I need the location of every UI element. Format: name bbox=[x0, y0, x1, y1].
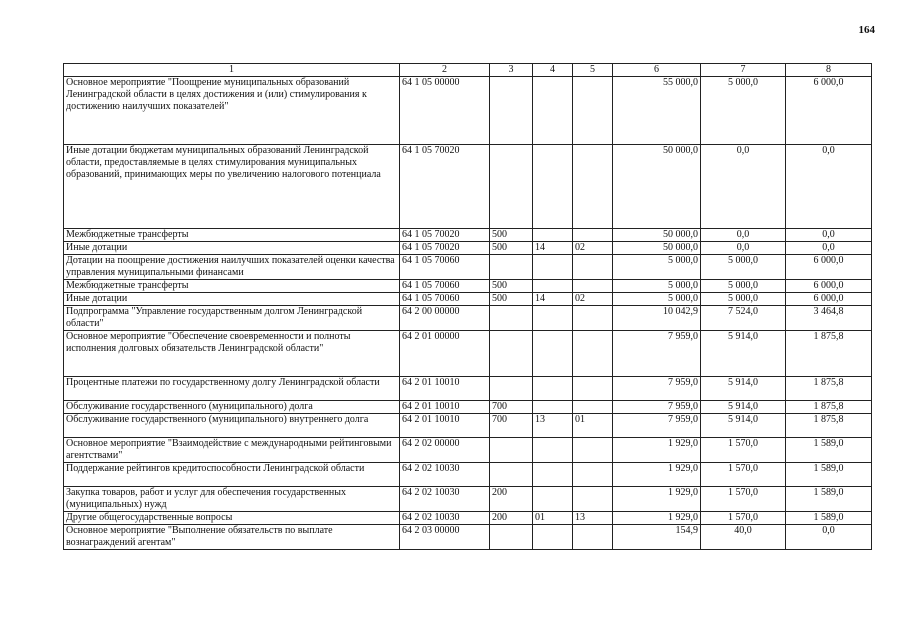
expense-type-cell: 700 bbox=[490, 414, 533, 438]
amount-year1-cell: 5 000,0 bbox=[613, 293, 701, 306]
section-cell bbox=[533, 401, 573, 414]
table-row bbox=[64, 306, 872, 331]
amount-year1-cell: 5 000,0 bbox=[613, 280, 701, 293]
amount-year3-cell: 1 875,8 bbox=[786, 414, 872, 438]
section-cell bbox=[533, 306, 573, 331]
amount-year2-cell: 7 524,0 bbox=[701, 306, 786, 331]
amount-year3-cell: 1 875,8 bbox=[786, 331, 872, 377]
column-header: 3 bbox=[490, 64, 533, 77]
amount-year1-cell: 50 000,0 bbox=[613, 229, 701, 242]
row-name-cell: Процентные платежи по государственному долгу Ленинградской области bbox=[64, 377, 400, 401]
expense-type-cell: 500 bbox=[490, 242, 533, 255]
amount-year1-cell: 10 042,9 bbox=[613, 306, 701, 331]
expense-type-cell bbox=[490, 77, 533, 145]
target-code-cell: 64 2 02 00000 bbox=[400, 438, 490, 463]
subsection-cell: 02 bbox=[573, 242, 613, 255]
target-code-cell: 64 2 01 00000 bbox=[400, 331, 490, 377]
table-row bbox=[64, 377, 872, 401]
amount-year3-cell: 6 000,0 bbox=[786, 280, 872, 293]
amount-year1-cell: 7 959,0 bbox=[613, 414, 701, 438]
column-header: 1 bbox=[64, 64, 400, 77]
row-name-cell: Основное мероприятие "Выполнение обязательств по выплате вознаграждений агентам" bbox=[64, 525, 400, 550]
target-code-cell: 64 1 05 00000 bbox=[400, 77, 490, 145]
column-header: 2 bbox=[400, 64, 490, 77]
amount-year2-cell: 1 570,0 bbox=[701, 438, 786, 463]
amount-year2-cell: 1 570,0 bbox=[701, 463, 786, 487]
amount-year2-cell: 5 000,0 bbox=[701, 77, 786, 145]
target-code-cell: 64 1 05 70020 bbox=[400, 145, 490, 229]
subsection-cell bbox=[573, 280, 613, 293]
amount-year3-cell: 0,0 bbox=[786, 242, 872, 255]
subsection-cell bbox=[573, 401, 613, 414]
target-code-cell: 64 1 05 70020 bbox=[400, 229, 490, 242]
table-row bbox=[64, 145, 872, 229]
section-cell: 13 bbox=[533, 414, 573, 438]
table-row bbox=[64, 525, 872, 550]
expense-type-cell: 500 bbox=[490, 293, 533, 306]
row-name-cell: Обслуживание государственного (муниципального) внутреннего долга bbox=[64, 414, 400, 438]
subsection-cell: 13 bbox=[573, 512, 613, 525]
amount-year1-cell: 1 929,0 bbox=[613, 463, 701, 487]
target-code-cell: 64 2 02 10030 bbox=[400, 487, 490, 512]
expense-type-cell: 700 bbox=[490, 401, 533, 414]
subsection-cell bbox=[573, 229, 613, 242]
amount-year1-cell: 50 000,0 bbox=[613, 145, 701, 229]
subsection-cell bbox=[573, 306, 613, 331]
amount-year2-cell: 5 914,0 bbox=[701, 377, 786, 401]
expense-type-cell bbox=[490, 463, 533, 487]
amount-year2-cell: 1 570,0 bbox=[701, 487, 786, 512]
expense-type-cell bbox=[490, 331, 533, 377]
subsection-cell bbox=[573, 525, 613, 550]
expense-type-cell: 500 bbox=[490, 280, 533, 293]
amount-year2-cell: 5 914,0 bbox=[701, 331, 786, 377]
amount-year1-cell: 7 959,0 bbox=[613, 377, 701, 401]
row-name-cell: Обслуживание государственного (муниципального) долга bbox=[64, 401, 400, 414]
section-cell bbox=[533, 463, 573, 487]
row-name-cell: Основное мероприятие "Обеспечение своевременности и полноты исполнения долговых обязательств Ленинградской области" bbox=[64, 331, 400, 377]
amount-year2-cell: 40,0 bbox=[701, 525, 786, 550]
row-name-cell: Межбюджетные трансферты bbox=[64, 229, 400, 242]
table-row bbox=[64, 77, 872, 145]
table-row bbox=[64, 487, 872, 512]
subsection-cell: 02 bbox=[573, 293, 613, 306]
table-row bbox=[64, 438, 872, 463]
amount-year3-cell: 1 875,8 bbox=[786, 401, 872, 414]
section-cell: 14 bbox=[533, 293, 573, 306]
amount-year2-cell: 5 000,0 bbox=[701, 280, 786, 293]
section-cell: 14 bbox=[533, 242, 573, 255]
amount-year2-cell: 0,0 bbox=[701, 229, 786, 242]
section-cell bbox=[533, 280, 573, 293]
expense-type-cell bbox=[490, 255, 533, 280]
row-name-cell: Иные дотации bbox=[64, 242, 400, 255]
table-row bbox=[64, 229, 872, 242]
section-cell bbox=[533, 255, 573, 280]
subsection-cell bbox=[573, 377, 613, 401]
amount-year3-cell: 6 000,0 bbox=[786, 255, 872, 280]
amount-year3-cell: 3 464,8 bbox=[786, 306, 872, 331]
row-name-cell: Основное мероприятие "Поощрение муниципальных образований Ленинградской области в целях достижения и (или) стимулирования к достижению наилучших показателей" bbox=[64, 77, 400, 145]
table-row bbox=[64, 293, 872, 306]
expense-type-cell: 200 bbox=[490, 487, 533, 512]
amount-year3-cell: 1 875,8 bbox=[786, 377, 872, 401]
amount-year2-cell: 0,0 bbox=[701, 242, 786, 255]
row-name-cell: Иные дотации bbox=[64, 293, 400, 306]
amount-year3-cell: 1 589,0 bbox=[786, 463, 872, 487]
expense-type-cell bbox=[490, 145, 533, 229]
amount-year3-cell: 0,0 bbox=[786, 525, 872, 550]
amount-year2-cell: 0,0 bbox=[701, 145, 786, 229]
section-cell bbox=[533, 145, 573, 229]
header-row bbox=[64, 64, 872, 77]
amount-year1-cell: 5 000,0 bbox=[613, 255, 701, 280]
amount-year1-cell: 1 929,0 bbox=[613, 438, 701, 463]
amount-year3-cell: 6 000,0 bbox=[786, 293, 872, 306]
table-row bbox=[64, 242, 872, 255]
table-row bbox=[64, 512, 872, 525]
section-cell bbox=[533, 487, 573, 512]
amount-year3-cell: 1 589,0 bbox=[786, 512, 872, 525]
table-row bbox=[64, 331, 872, 377]
expense-type-cell bbox=[490, 377, 533, 401]
amount-year3-cell: 6 000,0 bbox=[786, 77, 872, 145]
row-name-cell: Подпрограмма "Управление государственным долгом Ленинградской области" bbox=[64, 306, 400, 331]
column-header: 8 bbox=[786, 64, 872, 77]
row-name-cell: Дотации на поощрение достижения наилучших показателей оценки качества управления муниципальными финансами bbox=[64, 255, 400, 280]
target-code-cell: 64 2 03 00000 bbox=[400, 525, 490, 550]
column-header: 5 bbox=[573, 64, 613, 77]
amount-year1-cell: 7 959,0 bbox=[613, 331, 701, 377]
section-cell bbox=[533, 229, 573, 242]
subsection-cell bbox=[573, 255, 613, 280]
amount-year3-cell: 1 589,0 bbox=[786, 438, 872, 463]
table-row bbox=[64, 463, 872, 487]
expense-type-cell: 200 bbox=[490, 512, 533, 525]
amount-year2-cell: 5 914,0 bbox=[701, 414, 786, 438]
column-header: 6 bbox=[613, 64, 701, 77]
expense-type-cell: 500 bbox=[490, 229, 533, 242]
amount-year3-cell: 0,0 bbox=[786, 145, 872, 229]
expense-type-cell bbox=[490, 525, 533, 550]
row-name-cell: Другие общегосударственные вопросы bbox=[64, 512, 400, 525]
budget-table bbox=[63, 63, 872, 550]
section-cell bbox=[533, 331, 573, 377]
row-name-cell: Поддержание рейтингов кредитоспособности Ленинградской области bbox=[64, 463, 400, 487]
amount-year1-cell: 1 929,0 bbox=[613, 512, 701, 525]
row-name-cell: Межбюджетные трансферты bbox=[64, 280, 400, 293]
amount-year1-cell: 1 929,0 bbox=[613, 487, 701, 512]
section-cell bbox=[533, 77, 573, 145]
row-name-cell: Иные дотации бюджетам муниципальных образований Ленинградской области, предоставляемые в целях стимулирования муниципальных образований, принимающих меры по увеличению налогового потенциала bbox=[64, 145, 400, 229]
table-row bbox=[64, 401, 872, 414]
section-cell bbox=[533, 438, 573, 463]
table-row bbox=[64, 255, 872, 280]
section-cell bbox=[533, 525, 573, 550]
target-code-cell: 64 2 00 00000 bbox=[400, 306, 490, 331]
amount-year1-cell: 50 000,0 bbox=[613, 242, 701, 255]
table-row bbox=[64, 280, 872, 293]
row-name-cell: Основное мероприятие "Взаимодействие с международными рейтинговыми агентствами" bbox=[64, 438, 400, 463]
subsection-cell bbox=[573, 463, 613, 487]
amount-year3-cell: 1 589,0 bbox=[786, 487, 872, 512]
section-cell: 01 bbox=[533, 512, 573, 525]
amount-year1-cell: 154,9 bbox=[613, 525, 701, 550]
table-row bbox=[64, 414, 872, 438]
target-code-cell: 64 2 01 10010 bbox=[400, 414, 490, 438]
column-header: 4 bbox=[533, 64, 573, 77]
target-code-cell: 64 1 05 70020 bbox=[400, 242, 490, 255]
target-code-cell: 64 1 05 70060 bbox=[400, 280, 490, 293]
amount-year2-cell: 5 000,0 bbox=[701, 255, 786, 280]
expense-type-cell bbox=[490, 306, 533, 331]
amount-year2-cell: 5 000,0 bbox=[701, 293, 786, 306]
amount-year3-cell: 0,0 bbox=[786, 229, 872, 242]
page-number: 164 bbox=[858, 24, 875, 36]
subsection-cell bbox=[573, 331, 613, 377]
subsection-cell: 01 bbox=[573, 414, 613, 438]
target-code-cell: 64 2 02 10030 bbox=[400, 512, 490, 525]
expense-type-cell bbox=[490, 438, 533, 463]
amount-year2-cell: 1 570,0 bbox=[701, 512, 786, 525]
subsection-cell bbox=[573, 145, 613, 229]
row-name-cell: Закупка товаров, работ и услуг для обеспечения государственных (муниципальных) нужд bbox=[64, 487, 400, 512]
target-code-cell: 64 2 01 10010 bbox=[400, 401, 490, 414]
subsection-cell bbox=[573, 77, 613, 145]
section-cell bbox=[533, 377, 573, 401]
target-code-cell: 64 2 02 10030 bbox=[400, 463, 490, 487]
target-code-cell: 64 1 05 70060 bbox=[400, 293, 490, 306]
column-header: 7 bbox=[701, 64, 786, 77]
target-code-cell: 64 1 05 70060 bbox=[400, 255, 490, 280]
subsection-cell bbox=[573, 487, 613, 512]
target-code-cell: 64 2 01 10010 bbox=[400, 377, 490, 401]
subsection-cell bbox=[573, 438, 613, 463]
amount-year2-cell: 5 914,0 bbox=[701, 401, 786, 414]
amount-year1-cell: 7 959,0 bbox=[613, 401, 701, 414]
amount-year1-cell: 55 000,0 bbox=[613, 77, 701, 145]
